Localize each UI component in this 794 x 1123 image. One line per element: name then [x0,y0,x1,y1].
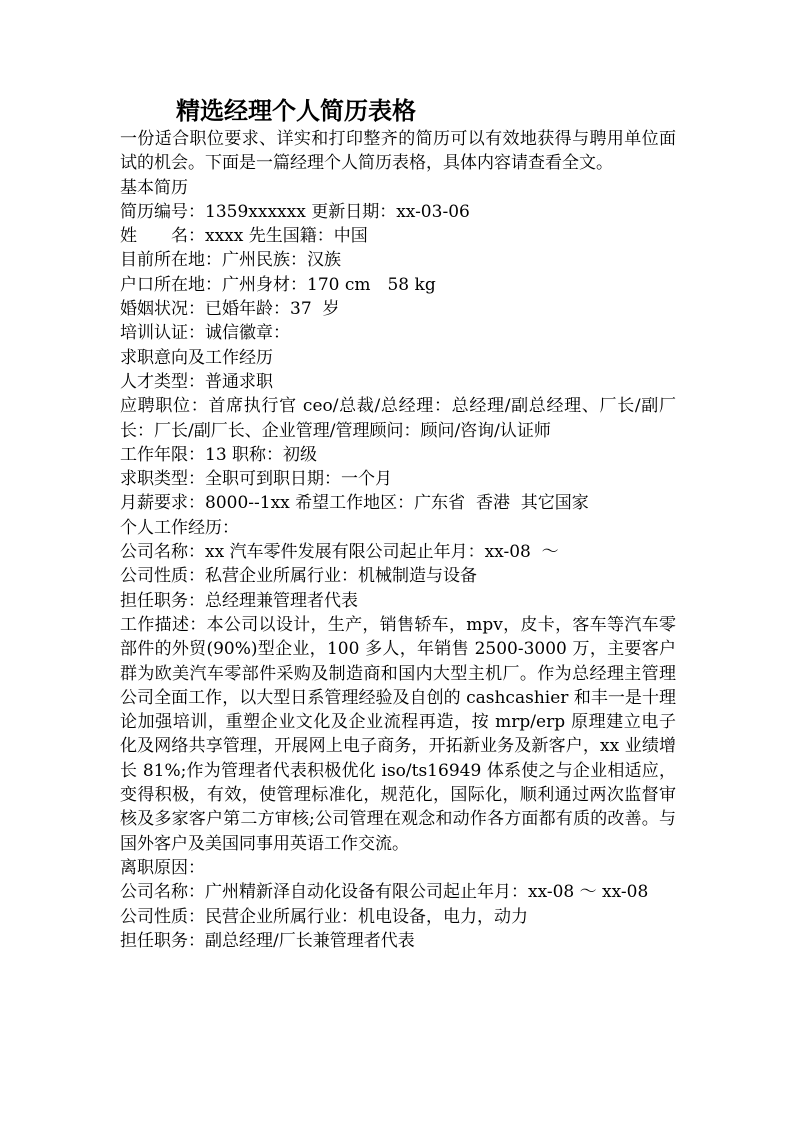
resume-number-line: 简历编号：1359xxxxxx 更新日期：xx-03-06 [120,201,470,222]
document-title: 精选经理个人简历表格 [176,96,416,125]
company2-name-line: 公司名称：广州精新泽自动化设备有限公司起止年月：xx-08 ～ xx-08 [120,882,649,903]
location-line: 目前所在地：广州民族：汉族 [120,250,341,271]
job-type-line: 求职类型：全职可到职日期：一个月 [120,469,392,490]
company1-description: 工作描述：本公司以设计，生产，销售轿车，mpv，皮卡，客车等汽车零部件的外贸(90%)型企业，100 多人，年销售 2500-3000 万，主要客户群为欧美汽车零部件采购及制造商和国内大型主机厂。作为总经理主管理公司全面工作，以大型日系管理经验及自创的 cashcashier 和丰一是十理论加强培训，重塑企业文化及企业流程再造，按 mrp/erp 原理建立电子化及网络共享管理，开展网上电子商务，开拓新业务及新客户，xx 业绩增长 81%;作为管理者代表积极优化 iso/ts16949 体系使之与企业相适应，变得积极，有效，使管理标准化，规范化，国际化，顺利通过两次监督审核及多家客户第二方审核;公司管理在观念和动作各方面都有质的改善。与国外客户及美国同事用英语工作交流。 [120,614,676,854]
training-line: 培训认证：诚信徽章： [120,323,290,344]
intro-paragraph: 一份适合职位要求、详实和打印整齐的简历可以有效地获得与聘用单位面试的机会。下面是一篇经理个人简历表格，具体内容请查看全文。 [120,129,676,174]
company1-role-line: 担任职务：总经理兼管理者代表 [120,590,358,611]
name-line: 姓 名：xxxx 先生国籍：中国 [120,226,368,247]
work-years-line: 工作年限：13 职称：初级 [120,444,318,465]
resume-document [120,95,676,953]
company2-nature-line: 公司性质：民营企业所属行业：机电设备，电力，动力 [120,906,528,927]
hukou-line: 户口所在地：广州身材：170 cm 58 kg [120,274,436,295]
company1-nature-line: 公司性质：私营企业所属行业：机械制造与设备 [120,566,477,587]
company1-name-line: 公司名称：xx 汽车零件发展有限公司起止年月：xx-08 ～ [120,542,559,563]
section-experience-header: 个人工作经历： [120,517,239,538]
company2-role-line: 担任职务：副总经理/厂长兼管理者代表 [120,930,415,951]
section-basic-header: 基本简历 [120,177,188,198]
talent-type-line: 人才类型：普通求职 [120,371,273,392]
section-intent-header: 求职意向及工作经历 [120,347,273,368]
marital-line: 婚姻状况：已婚年龄：37 岁 [120,299,340,320]
salary-line: 月薪要求：8000--1xx 希望工作地区：广东省 香港 其它国家 [120,493,589,514]
position-paragraph: 应聘职位：首席执行官 ceo/总裁/总经理：总经理/副总经理、厂长/副厂长：厂长/副厂长、企业管理/管理顾问：顾问/咨询/认证师 [120,396,676,441]
leave-reason-line: 离职原因： [120,857,205,878]
